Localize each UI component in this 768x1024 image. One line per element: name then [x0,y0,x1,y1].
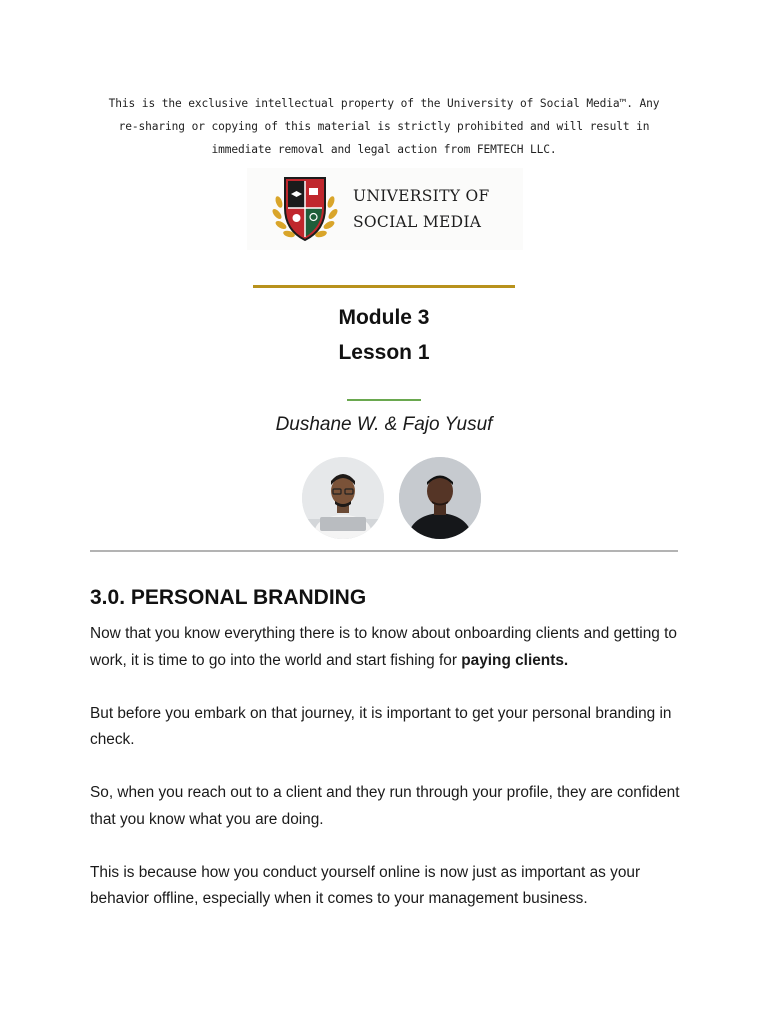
logo-line-2: SOCIAL MEDIA [353,213,482,231]
notice-line-2: re-sharing or copying of this material is strictly prohibited and will result in [118,120,650,133]
notice-line-1: This is the exclusive intellectual property of the University of Social Media™. Any [108,97,660,110]
university-logo [247,168,523,250]
copyright-notice [90,92,678,161]
author-photo-dushane [302,457,384,539]
lesson-label: Lesson 1 [338,341,430,364]
author-avatar-2 [399,457,481,539]
logo-line-1: UNIVERSITY OF [353,187,490,205]
authors-line: Dushane W. & Fajo Yusuf [275,414,493,435]
paragraph-1-text: Now that you know everything there is to know about onboarding clients and getting to work, it is time to go into the world and start fishing for [90,625,677,669]
module-lesson-title [0,300,768,370]
module-label: Module 3 [338,306,430,329]
notice-line-3: immediate removal and legal action from FEMTECH LLC. [211,143,557,156]
university-shield-crest-icon [269,172,341,246]
logo-wordmark [353,183,490,235]
gold-divider [253,285,515,288]
author-photo-fajo [399,457,481,539]
paragraph-4: This is because how you conduct yourself online is now just as important as your behavior offline, especially when it comes to your management business. [90,863,641,907]
paragraph-3: So, when you reach out to a client and they run through your profile, they are confident that you know what you are doing. [90,784,680,828]
paragraph-1 [90,621,680,674]
author-avatar-1 [302,457,384,539]
paragraph-1-bold: paying clients. [461,651,569,669]
paragraph-2: But before you embark on that journey, it is important to get your personal branding in check. [90,704,672,748]
section-divider [90,550,678,552]
section-heading: 3.0. PERSONAL BRANDING [90,586,367,609]
lesson-body [90,621,680,939]
green-divider [347,399,421,401]
